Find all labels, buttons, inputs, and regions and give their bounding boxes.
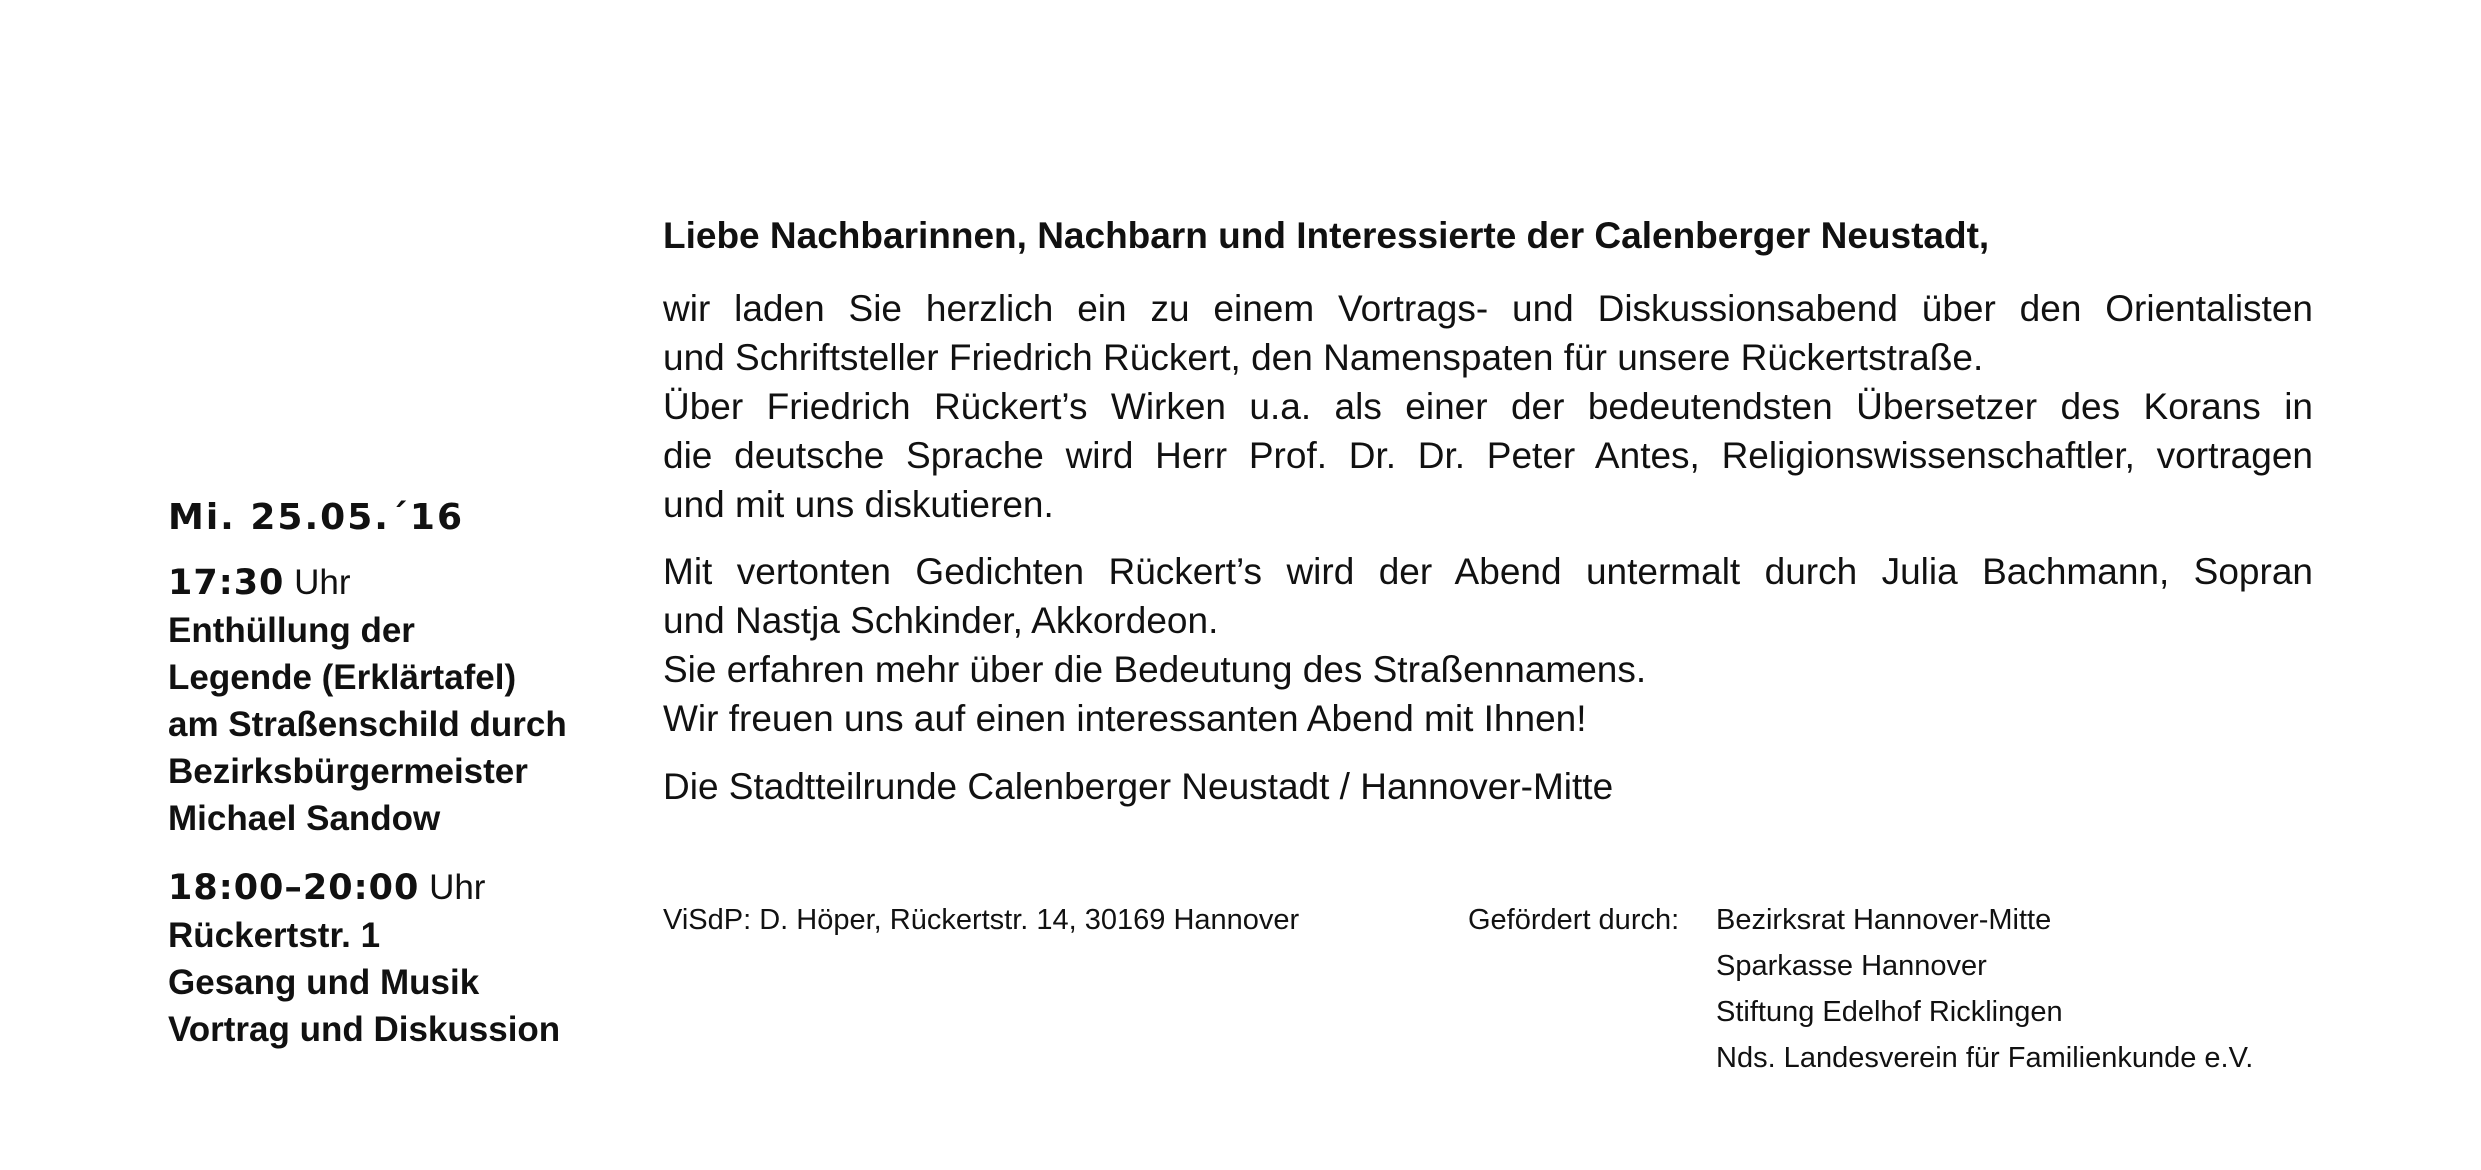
event-description-line: Rückertstr. 1	[168, 916, 381, 955]
paragraph-line: und Nastja Schkinder, Akkordeon.	[663, 600, 1219, 641]
invitation-column	[663, 210, 2313, 813]
event-description-line: Vortrag und Diskussion	[168, 1010, 561, 1049]
event-time-line	[168, 864, 608, 912]
music-paragraph	[663, 547, 2313, 743]
sponsor-item: Bezirksrat Hannover-Mitte	[1716, 904, 2052, 936]
event-description-line: am Straßenschild durch	[168, 705, 567, 744]
event-time: 17:30	[168, 563, 285, 603]
event-unveiling	[168, 559, 608, 842]
event-time-line	[168, 559, 608, 607]
invitation-paragraph	[663, 284, 2313, 529]
paragraph-line: Mit vertonten Gedichten Rückert’s wird der Abend untermalt durch Julia Bachmann, Sopran	[663, 551, 2313, 592]
signature: Die Stadtteilrunde Calenberger Neustadt / Hannover-Mitte	[663, 766, 1614, 807]
event-date: Mi. 25.05.´16	[168, 497, 465, 538]
event-time-unit: Uhr	[294, 563, 351, 602]
event-evening	[168, 864, 608, 1053]
event-description-line: Legende (Erklärtafel)	[168, 658, 517, 697]
sponsors-label: Gefördert durch:	[1468, 904, 1680, 936]
event-description-line: Bezirksbürgermeister	[168, 752, 528, 791]
schedule-column	[168, 493, 608, 1075]
event-description-line: Gesang und Musik	[168, 963, 480, 1002]
paragraph-line: und Schriftsteller Friedrich Rückert, den Namenspaten für unsere Rückertstraße.	[663, 337, 1984, 378]
event-description-line: Enthüllung der	[168, 611, 415, 650]
paragraph-line: wir laden Sie herzlich ein zu einem Vortrags- und Diskussionsabend über den Orientalisten	[663, 288, 2313, 329]
paragraph-line: Sie erfahren mehr über die Bedeutung des Straßennamens.	[663, 649, 1647, 690]
paragraph-line: die deutsche Sprache wird Herr Prof. Dr. Dr. Peter Antes, Religionswissenschaftler, vortragen	[663, 435, 2313, 476]
sponsor-item: Nds. Landesverein für Familienkunde e.V.	[1716, 1042, 2254, 1074]
paragraph-line: und mit uns diskutieren.	[663, 484, 1054, 525]
paragraph-line: Über Friedrich Rückert’s Wirken u.a. als einer der bedeutendsten Übersetzer des Korans in	[663, 386, 2313, 427]
sponsors-list	[1716, 897, 2253, 1081]
sponsor-item: Stiftung Edelhof Ricklingen	[1716, 996, 2063, 1028]
event-time: 18:00–20:00	[168, 868, 420, 908]
event-time-unit: Uhr	[429, 868, 486, 907]
imprint-visdp: ViSdP: D. Höper, Rückertstr. 14, 30169 Hannover	[663, 904, 1300, 936]
greeting-heading: Liebe Nachbarinnen, Nachbarn und Interessierte der Calenberger Neustadt,	[663, 215, 1990, 256]
sponsor-item: Sparkasse Hannover	[1716, 950, 1987, 982]
event-description-line: Michael Sandow	[168, 799, 441, 838]
paragraph-line: Wir freuen uns auf einen interessanten Abend mit Ihnen!	[663, 698, 1587, 739]
